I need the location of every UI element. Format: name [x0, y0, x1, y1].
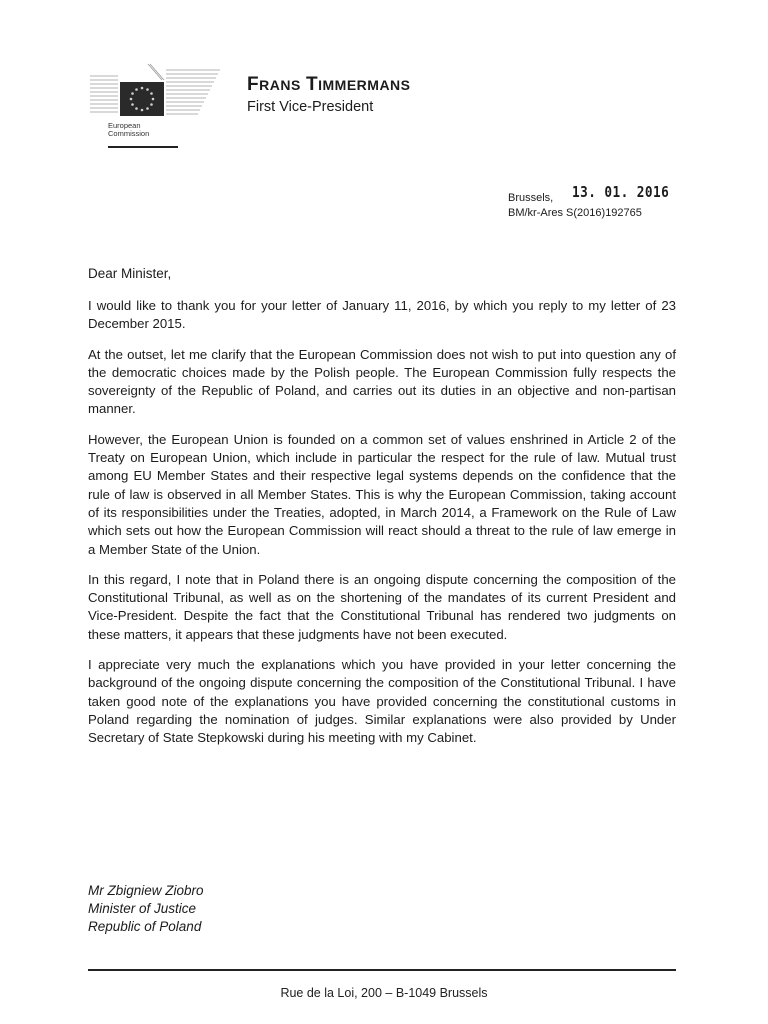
european-commission-logo [88, 62, 178, 150]
footer-divider [88, 969, 676, 971]
sender-name: FRANS TIMMERMANS [247, 74, 411, 95]
paragraph: However, the European Union is founded on a common set of values enshrined in Article 2 of the Treaty on European Union, which include in particular the respect for the rule of law. Mutual trust among EU Member States and their respective legal systems depends on the confidence that the rule of law is observed in all Member States. This is why the European Commission, taking account of its responsibilities under the Treaties, adopted, in March 2014, a Framework on the Rule of Law which sets out how the European Commission will react should a threat to the rule of law emerge in a Member State of the Union. [88, 431, 676, 557]
dateline-date-stamp: 13. 01. 2016 [572, 183, 670, 201]
recipient-title: Minister of Justice [88, 901, 197, 916]
salutation: Dear Minister, [88, 266, 172, 281]
letter-body [88, 297, 676, 760]
recipient-name: Mr Zbigniew Ziobro [88, 883, 204, 898]
sender-role: First Vice-President [247, 99, 374, 115]
logo-underline [108, 146, 178, 148]
footer-address: Rue de la Loi, 200 – B-1049 Brussels [280, 986, 488, 1000]
paragraph: In this regard, I note that in Poland there is an ongoing dispute concerning the composition of the Constitutional Tribunal, as well as on the shortening of the mandates of its current President and Vice-President. Despite the fact that the Constitutional Tribunal has rendered two judgments on these matters, it appears that these judgments have not been executed. [88, 571, 676, 642]
recipient-country: Republic of Poland [88, 919, 202, 934]
dateline-place: Brussels, [508, 192, 554, 204]
paragraph: I would like to thank you for your letter of January 11, 2016, by which you reply to my letter of 23 December 2015. [88, 298, 676, 332]
paragraph: At the outset, let me clarify that the European Commission does not wish to put into question any of the democratic choices made by the Polish people. The European Commission fully respects the sovereignty of the Republic of Poland, and carries out its duties in an objective and non-partisan manner. [88, 346, 676, 417]
paragraph: I appreciate very much the explanations which you have provided in your letter concerning the background of the ongoing dispute concerning the composition of the Constitutional Tribunal. I have taken good note of the explanations you have provided concerning the constitutional customs in Poland regarding the nomination of judges. Similar explanations were also provided by Under Secretary of State Stepkowski during his meeting with my Cabinet. [88, 657, 676, 746]
organization-name: European Commission [108, 121, 150, 138]
reference-number: BM/kr-Ares S(2016)192765 [508, 207, 642, 219]
eu-flag-icon [120, 82, 164, 116]
recipient-block [88, 882, 204, 936]
